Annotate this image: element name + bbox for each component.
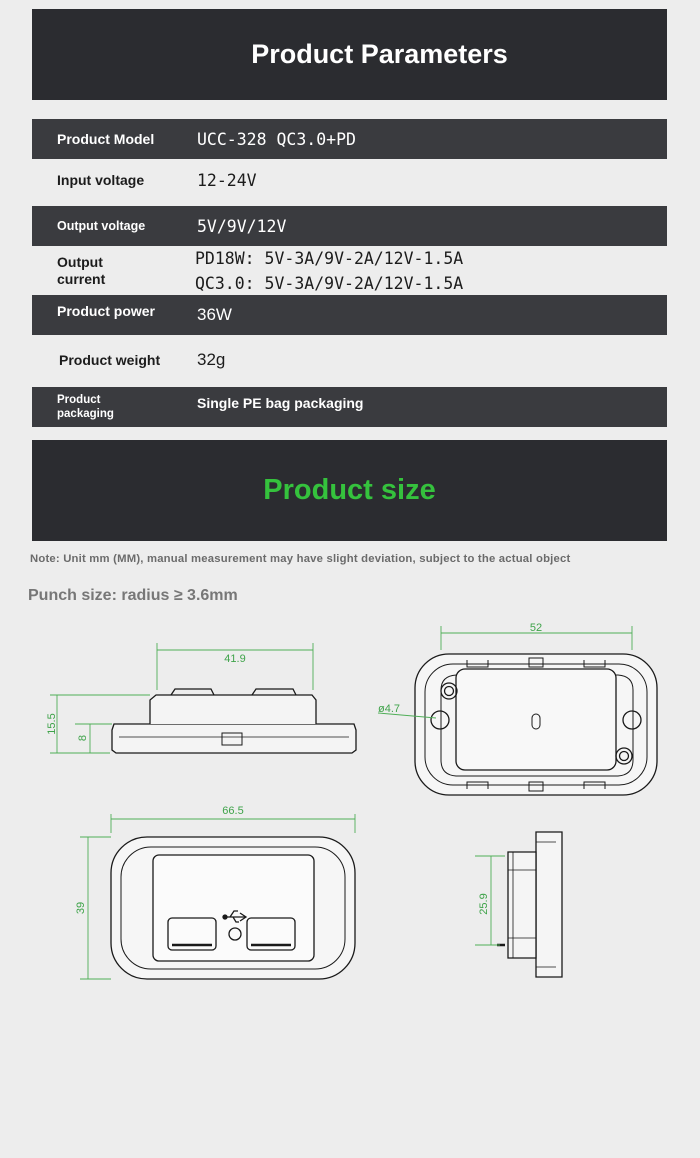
- dimension-side-base: 8: [77, 734, 89, 742]
- row-label: Product power: [57, 302, 156, 319]
- row-value: 32g: [197, 350, 226, 369]
- dimension-hole-diameter: ø4.7: [378, 703, 401, 715]
- row-label: Output voltage: [57, 218, 146, 233]
- front-view-drawing: [111, 837, 355, 979]
- dimension-side-width: 41.9: [224, 653, 246, 665]
- row-label: Output current: [57, 254, 106, 287]
- size-title: Product size: [263, 474, 436, 506]
- dimension-back-width: 52: [529, 622, 543, 634]
- measurement-note: Note: Unit mm (MM), manual measurement may have slight deviation, subject to the actual object: [30, 553, 571, 565]
- side-view-drawing: [112, 689, 356, 753]
- parameters-title: Product Parameters: [251, 39, 508, 69]
- row-value: 12-24V: [197, 170, 257, 190]
- row-value: UCC-328 QC3.0+PD: [197, 129, 356, 149]
- profile-view-drawing: [497, 832, 562, 977]
- value-line: PD18W: 5V-3A/9V-2A/12V-1.5A: [195, 249, 464, 268]
- row-value: Single PE bag packaging: [197, 395, 364, 411]
- row-value: 5V/9V/12V: [197, 216, 287, 236]
- row-value: 36W: [197, 305, 232, 324]
- row-label: Product weight: [59, 351, 161, 368]
- dimension-front-height: 39: [75, 901, 87, 915]
- row-label: Product Model: [57, 130, 155, 147]
- punch-size: Punch size: radius ≥ 3.6mm: [28, 587, 238, 604]
- back-view-drawing: [415, 654, 657, 795]
- dimension-front-width: 66.5: [222, 805, 244, 817]
- row-label: Input voltage: [57, 171, 145, 188]
- value-line: QC3.0: 5V-3A/9V-2A/12V-1.5A: [195, 274, 464, 293]
- dimension-side-height: 15.5: [46, 713, 58, 735]
- dimension-profile-height: 25.9: [478, 893, 490, 915]
- row-label: Product packaging: [57, 394, 114, 420]
